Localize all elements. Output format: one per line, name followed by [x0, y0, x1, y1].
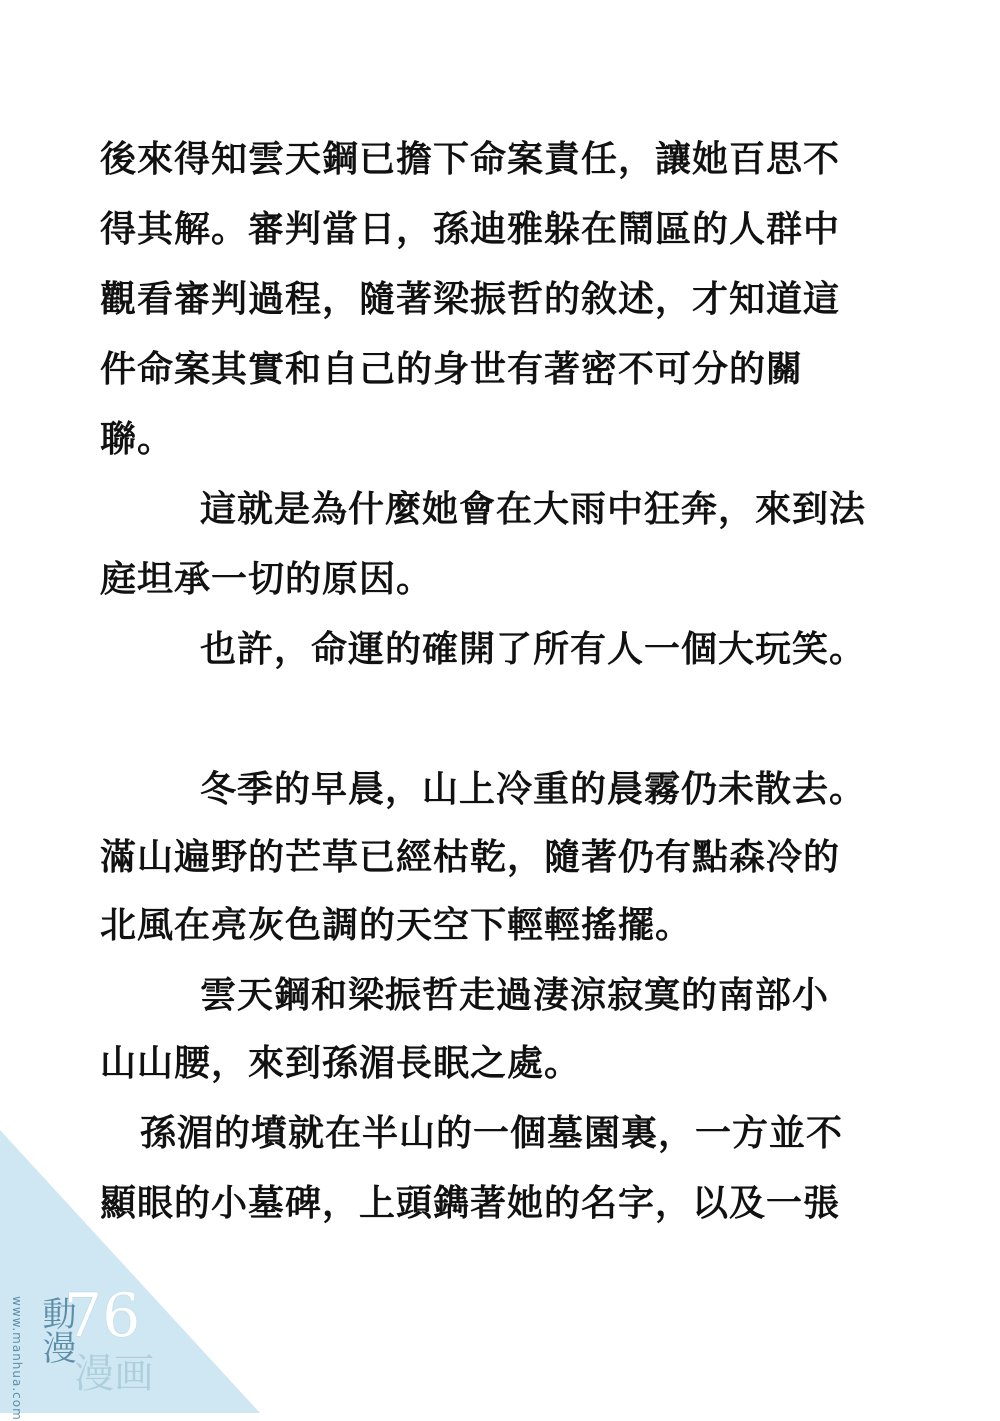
text-line: 顯眼的小墓碑，上頭鐫著她的名字，以及一張	[100, 1183, 841, 1224]
text-line: 庭坦承一切的原因。	[100, 559, 434, 600]
page-number: 76	[64, 1281, 141, 1351]
watermark-url: www.manhua.com	[10, 1296, 24, 1421]
text-line: 得其解。審判當日，孫迪雅躲在鬧區的人群中	[100, 209, 841, 250]
text-line: 孫湄的墳就在半山的一個墓園裏，一方並不	[140, 1113, 844, 1154]
text-line: 滿山遍野的芒草已經枯乾，隨著仍有點森冷的	[100, 837, 841, 878]
text-line: 北風在亮灰色調的天空下輕輕搖擺。	[100, 905, 693, 946]
text-line: 這就是為什麼她會在大雨中狂奔，來到法	[200, 489, 867, 530]
watermark-text: 漫画	[74, 1351, 154, 1397]
text-line: 也許，命運的確開了所有人一個大玩笑。	[200, 629, 867, 670]
text-line: 觀看審判過程，隨著梁振哲的敘述，才知道這	[100, 279, 841, 320]
text-line: 雲天鋼和梁振哲走過淒涼寂寞的南部小	[200, 975, 830, 1016]
text-line: 後來得知雲天鋼已擔下命案責任，讓她百思不	[100, 139, 841, 180]
text-line: 件命案其實和自己的身世有著密不可分的關	[100, 349, 804, 390]
text-line: 冬季的早晨，山上冷重的晨霧仍未散去。	[200, 769, 867, 810]
watermark-logo: 動漫	[36, 1296, 76, 1364]
text-line: 山山腰，來到孫湄長眠之處。	[100, 1043, 582, 1084]
text-line: 聯。	[100, 419, 175, 460]
